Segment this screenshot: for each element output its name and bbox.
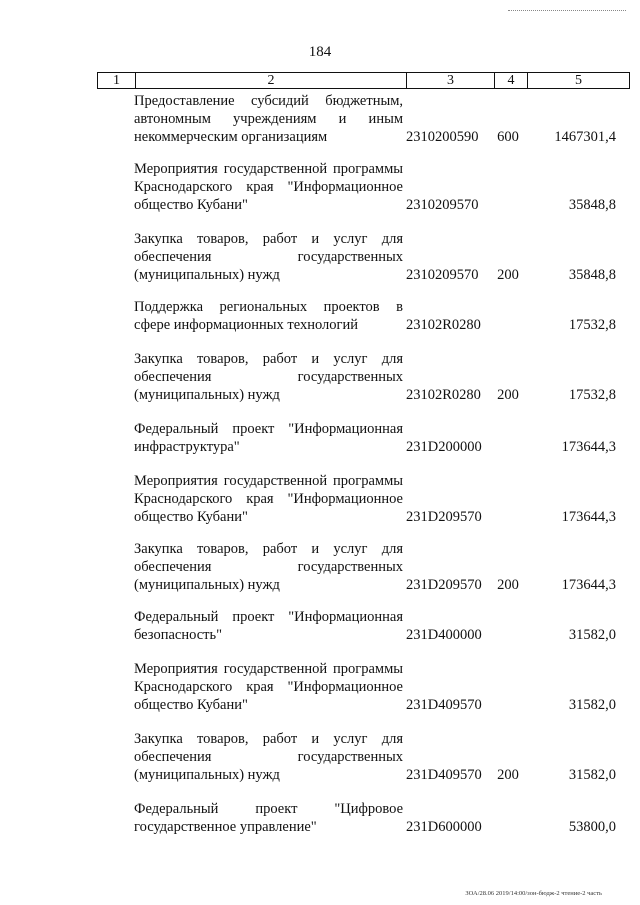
row-description: Федеральный проект "Информационная инфраструктура" bbox=[134, 421, 403, 455]
header-col-5: 5 bbox=[575, 73, 582, 88]
row-expense-type: 200 bbox=[497, 767, 519, 783]
row-description: Предоставление субсидий бюджетным, автономным учреждениям и иным некоммерческим организациям bbox=[134, 93, 403, 145]
row-amount: 173644,3 bbox=[561, 577, 616, 593]
table-row bbox=[0, 350, 640, 404]
table-row bbox=[0, 608, 640, 644]
row-description: Мероприятия государственной программы Краснодарского края "Информационное общество Кубани" bbox=[134, 661, 403, 713]
table-header bbox=[97, 72, 630, 89]
row-description: Закупка товаров, работ и услуг для обеспечения государственных (муниципальных) нужд bbox=[134, 231, 403, 283]
table-row bbox=[0, 92, 640, 146]
row-amount: 31582,0 bbox=[568, 627, 616, 643]
row-description: Мероприятия государственной программы Краснодарского края "Информационное общество Кубани" bbox=[134, 473, 403, 525]
row-amount: 1467301,4 bbox=[554, 129, 616, 145]
row-description: Закупка товаров, работ и услуг для обеспечения государственных (муниципальных) нужд bbox=[134, 731, 403, 783]
row-amount: 173644,3 bbox=[561, 439, 616, 455]
top-edge-mark bbox=[508, 10, 626, 11]
header-col-2: 2 bbox=[136, 73, 407, 88]
table-row bbox=[0, 230, 640, 284]
row-description: Мероприятия государственной программы Краснодарского края "Информационное общество Кубани" bbox=[134, 161, 403, 213]
row-target-code: 2310209570 bbox=[406, 197, 479, 213]
row-description: Федеральный проект "Информационная безопасность" bbox=[134, 609, 403, 643]
row-amount: 17532,8 bbox=[568, 317, 616, 333]
row-target-code: 231D200000 bbox=[406, 439, 482, 455]
footer-note: ЗОА/28.06 2019/14:00/зон-бюдж-2 чтение-2 часть bbox=[465, 890, 602, 897]
table-row bbox=[0, 660, 640, 714]
row-expense-type: 200 bbox=[497, 577, 519, 593]
row-amount: 53800,0 bbox=[568, 819, 616, 835]
table-row bbox=[0, 298, 640, 334]
page-number: 184 bbox=[308, 44, 332, 60]
row-description: Поддержка региональных проектов в сфере информационных технологий bbox=[134, 299, 403, 333]
table-row bbox=[0, 800, 640, 836]
row-description: Закупка товаров, работ и услуг для обеспечения государственных (муниципальных) нужд bbox=[134, 541, 403, 593]
row-target-code: 23102R0280 bbox=[406, 317, 481, 333]
row-target-code: 231D409570 bbox=[406, 697, 482, 713]
row-amount: 17532,8 bbox=[568, 387, 616, 403]
row-amount: 31582,0 bbox=[568, 767, 616, 783]
table-row bbox=[0, 420, 640, 456]
table-row bbox=[0, 540, 640, 594]
row-amount: 35848,8 bbox=[568, 197, 616, 213]
row-target-code: 23102R0280 bbox=[406, 387, 481, 403]
table-row bbox=[0, 730, 640, 784]
row-amount: 31582,0 bbox=[568, 697, 616, 713]
row-target-code: 231D600000 bbox=[406, 819, 482, 835]
row-description: Закупка товаров, работ и услуг для обеспечения государственных (муниципальных) нужд bbox=[134, 351, 403, 403]
row-description: Федеральный проект "Цифровое государственное управление" bbox=[134, 801, 403, 835]
row-expense-type: 600 bbox=[497, 129, 519, 145]
row-target-code: 231D409570 bbox=[406, 767, 482, 783]
header-col-4: 4 bbox=[495, 73, 528, 88]
row-target-code: 231D400000 bbox=[406, 627, 482, 643]
table-row bbox=[0, 472, 640, 526]
table-row bbox=[0, 160, 640, 214]
header-col-1: 1 bbox=[98, 73, 136, 88]
row-target-code: 2310200590 bbox=[406, 129, 479, 145]
row-target-code: 231D209570 bbox=[406, 509, 482, 525]
row-expense-type: 200 bbox=[497, 267, 519, 283]
row-amount: 35848,8 bbox=[568, 267, 616, 283]
row-target-code: 2310209570 bbox=[406, 267, 479, 283]
header-col-3: 3 bbox=[407, 73, 495, 88]
row-expense-type: 200 bbox=[497, 387, 519, 403]
row-amount: 173644,3 bbox=[561, 509, 616, 525]
row-target-code: 231D209570 bbox=[406, 577, 482, 593]
